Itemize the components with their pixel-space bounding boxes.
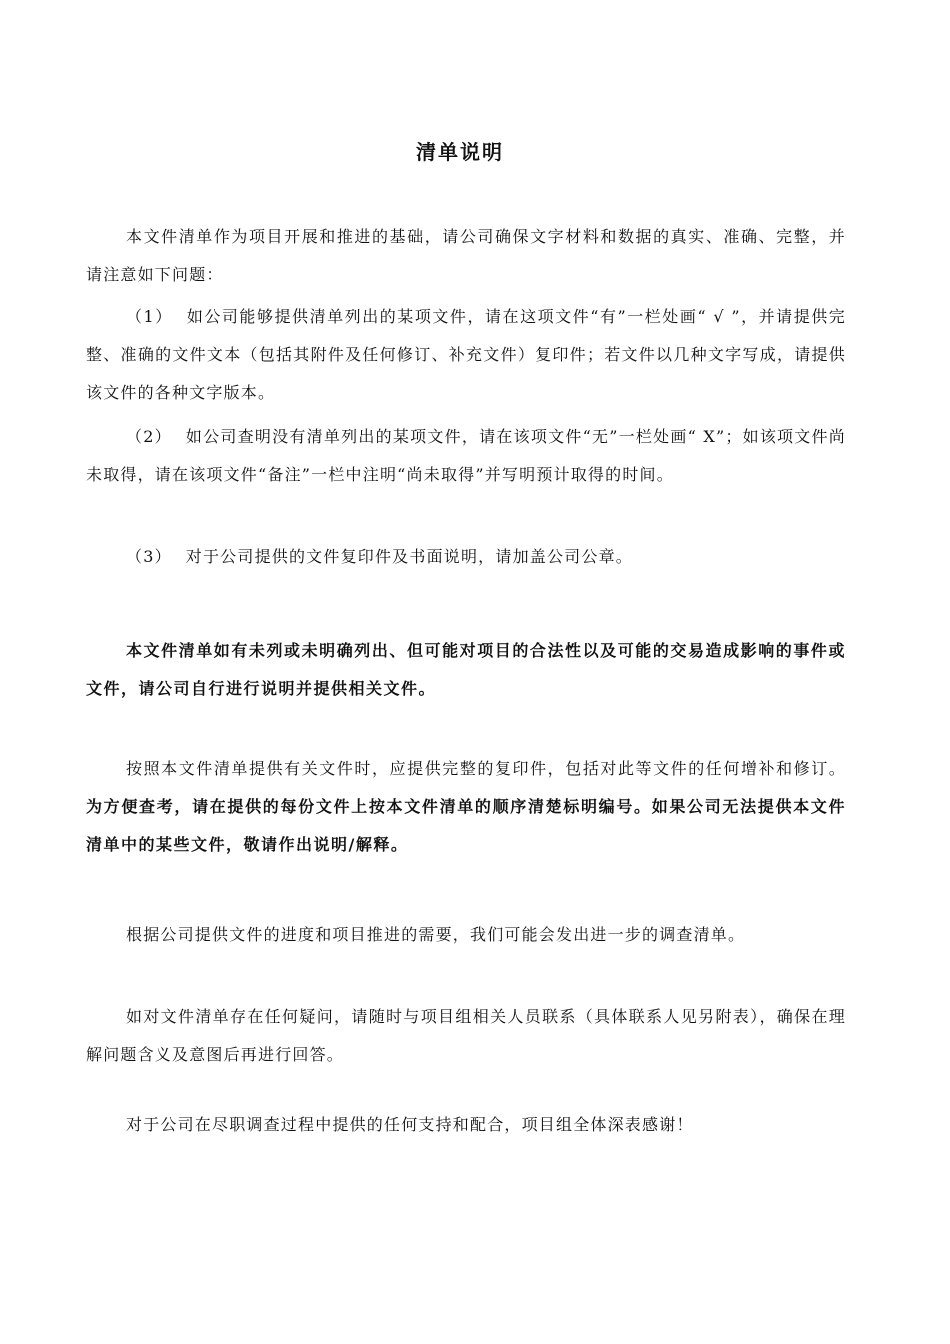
list-item-number: （2） bbox=[126, 427, 172, 446]
contact-note-paragraph: 如对文件清单存在任何疑问，请随时与项目组相关人员联系（具体联系人见另附表），确保在理解问题含义及意图后再进行回答。 bbox=[86, 1007, 846, 1064]
list-item-text: 对于公司提供的文件复印件及书面说明，请加盖公司公章。 bbox=[185, 547, 633, 566]
progress-note-paragraph: 根据公司提供文件的进度和项目推进的需要，我们可能会发出进一步的调查清单。 bbox=[126, 925, 746, 944]
intro-paragraph: 本文件清单作为项目开展和推进的基础，请公司确保文字材料和数据的真实、准确、完整，并请注意如下问题： bbox=[86, 227, 846, 284]
page-title: 清单说明 bbox=[416, 140, 504, 164]
thanks-paragraph: 对于公司在尽职调查过程中提供的任何支持和配合，项目组全体深表感谢！ bbox=[126, 1115, 694, 1134]
list-item-number: （1） bbox=[126, 307, 173, 326]
list-item-1 bbox=[86, 298, 846, 412]
list-item-number: （3） bbox=[126, 547, 172, 566]
copy-instruction-normal: 按照本文件清单提供有关文件时，应提供完整的复印件，包括对此等文件的任何增补和修订。 bbox=[126, 759, 846, 778]
bold-notice-paragraph: 本文件清单如有未列或未明确列出、但可能对项目的合法性以及可能的交易造成影响的事件或文件，请公司自行进行说明并提供相关文件。 bbox=[86, 641, 846, 698]
copy-instruction-paragraph bbox=[86, 750, 846, 864]
list-item-2 bbox=[86, 418, 846, 494]
list-item-text: 如公司查明没有清单列出的某项文件，请在该项文件“无”一栏处画“ X”；如该项文件尚未取得，请在该项文件“备注”一栏中注明“尚未取得”并写明预计取得的时间。 bbox=[86, 427, 846, 484]
list-item-3 bbox=[86, 538, 846, 576]
list-item-text: 如公司能够提供清单列出的某项文件，请在这项文件“有”一栏处画“ √ ”，并请提供完整、准确的文件文本（包括其附件及任何修订、补充文件）复印件；若文件以几种文字写成，请提供该文件的各种文字版本。 bbox=[86, 307, 847, 402]
copy-instruction-bold: 为方便查考，请在提供的每份文件上按本文件清单的顺序清楚标明编号。如果公司无法提供本文件清单中的某些文件，敬请作出说明/解释。 bbox=[86, 797, 846, 854]
